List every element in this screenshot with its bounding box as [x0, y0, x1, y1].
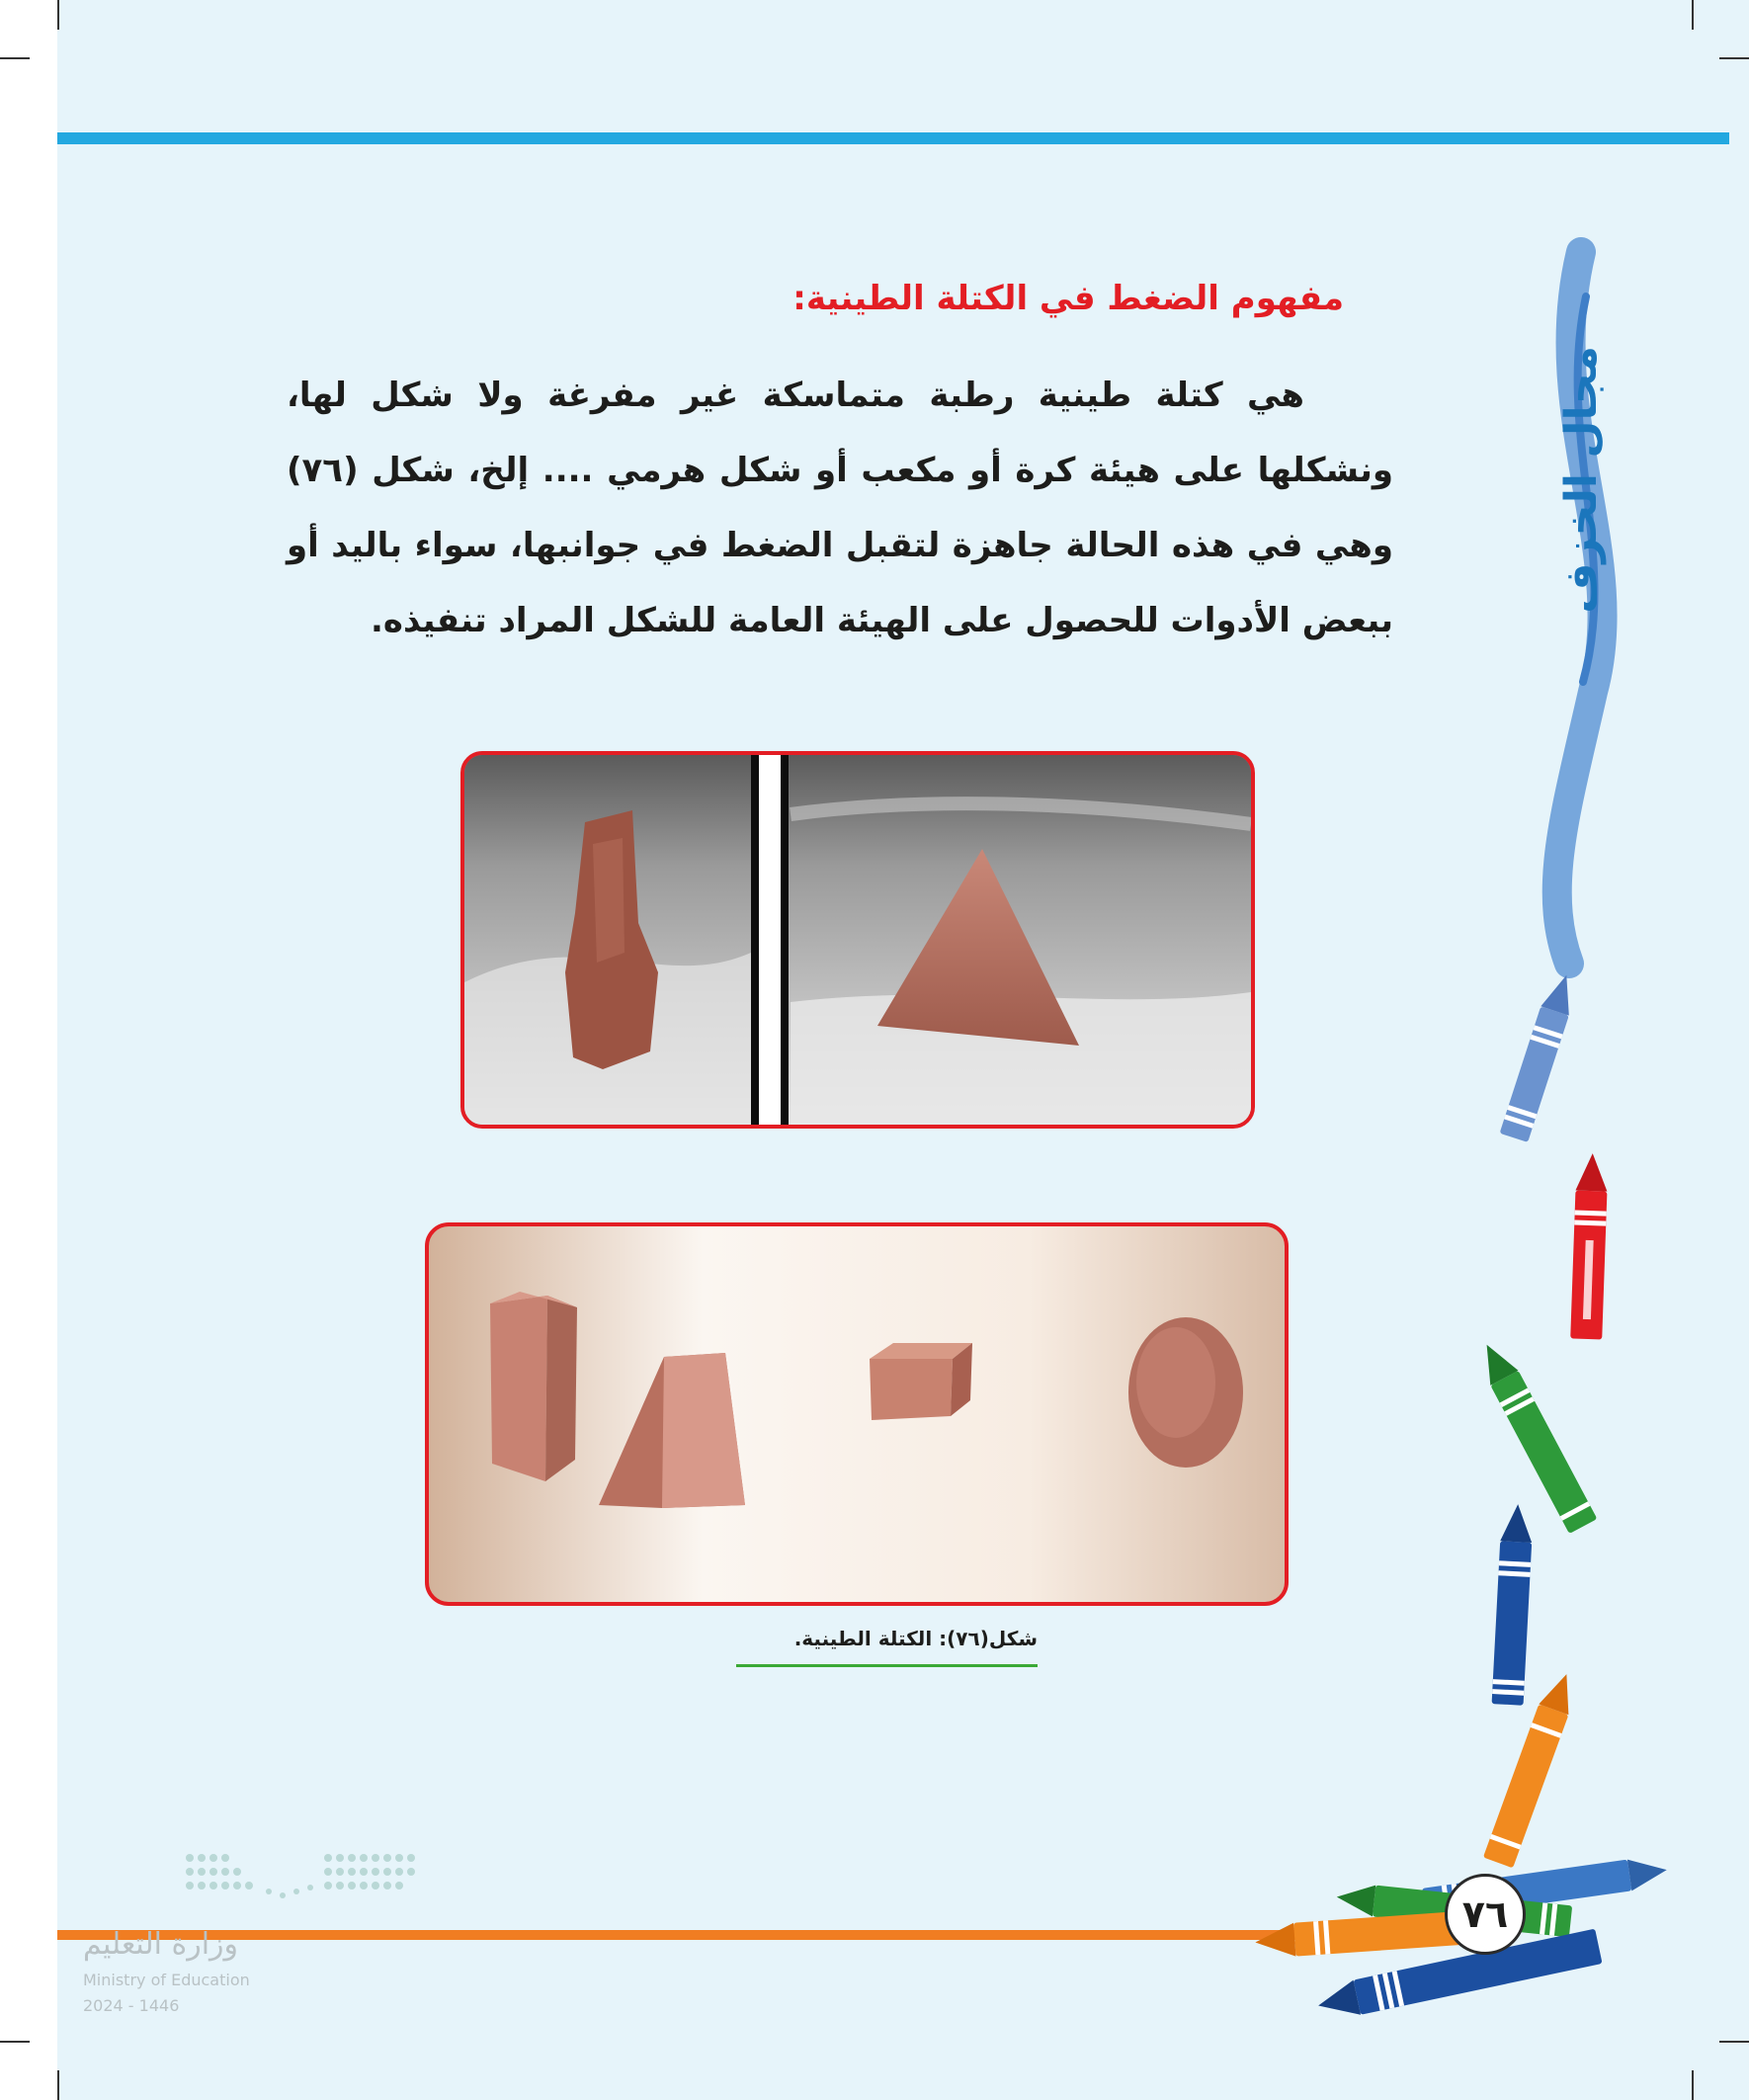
ministry-year: 2024 - 1446: [83, 1996, 180, 2015]
page-number: ٧٦: [1445, 1874, 1526, 1955]
body-paragraph-text: هي كتلة طينية رطبة متماسكة غير مفرغة ولا شكل لها، ونشكلها على هيئة كرة أو مكعب أو شكل هرمي .... إلخ، شكل (٧٦) وهي في هذه الحالة جاهزة لتقبل الضغط في جوانبها، سواء باليد أو ببعض الأدوات للحصول على الهيئة العامة للشكل المراد تنفيذه.: [287, 376, 1393, 640]
crayon-icon: [1492, 1503, 1535, 1705]
clay-cube: [870, 1343, 972, 1420]
clay-photo-panel: [460, 751, 1255, 1129]
figure-caption: شكل(٧٦): الكتلة الطينية.: [793, 1627, 1038, 1650]
clay-trapezoid: [599, 1353, 745, 1508]
clay-shapes: [429, 1226, 1285, 1602]
crayon-icon: [1472, 1337, 1597, 1534]
ministry-logo-icon: [180, 1848, 437, 1907]
side-title: مجال الخزف: [1556, 346, 1607, 614]
clay-photos: [464, 755, 1251, 1125]
clay-shapes-panel: [425, 1222, 1289, 1606]
ministry-name-en: Ministry of Education: [83, 1971, 250, 1989]
ministry-name-ar: وزارة التعليم: [83, 1927, 239, 1962]
clay-rect-prism: [490, 1292, 577, 1481]
crayon-icon: [1570, 1153, 1609, 1340]
section-heading: مفهوم الضغط في الكتلة الطينية:: [792, 279, 1344, 318]
caption-underline: [736, 1664, 1038, 1667]
crayon-icon: [1500, 970, 1581, 1142]
